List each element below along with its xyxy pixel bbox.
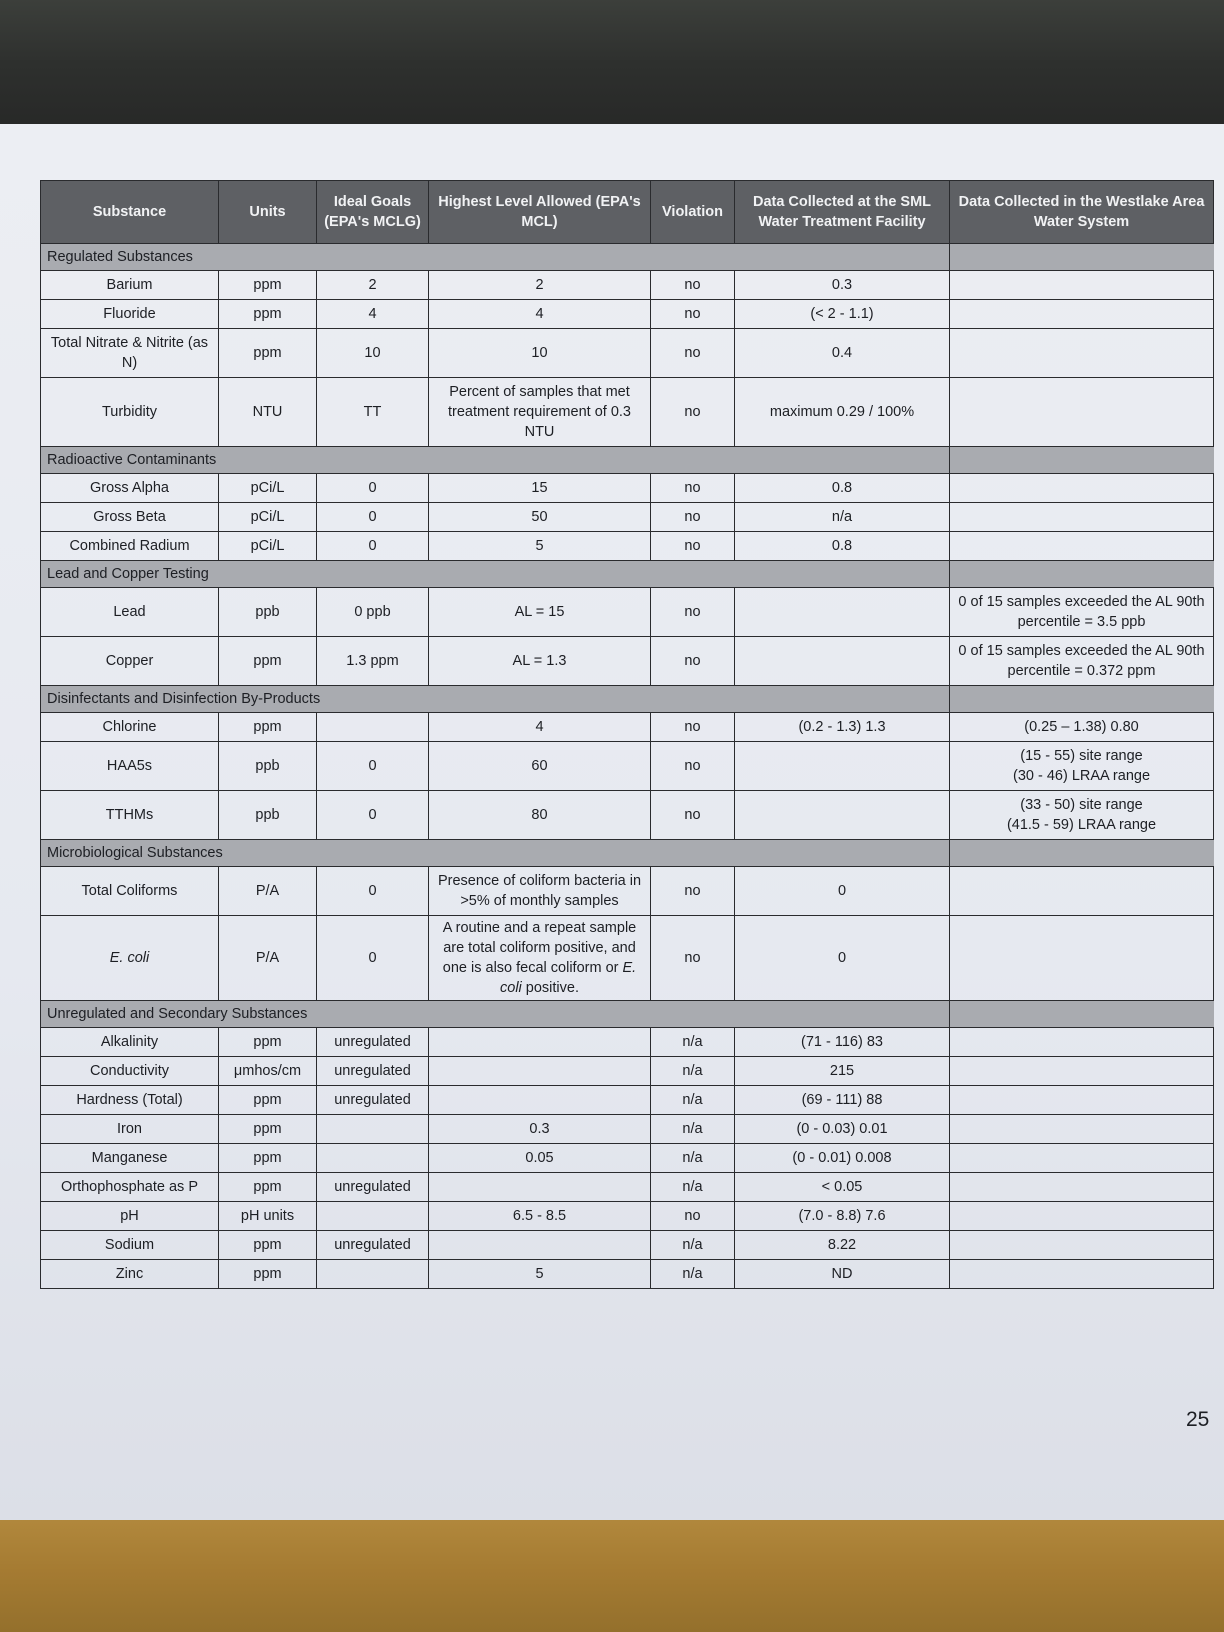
units-cell: pCi/L bbox=[219, 474, 317, 503]
goal-cell: unregulated bbox=[317, 1173, 429, 1202]
sml-cell bbox=[735, 637, 950, 686]
units-cell: ppb bbox=[219, 742, 317, 791]
westlake-cell bbox=[950, 916, 1214, 1001]
sml-cell: (0 - 0.01) 0.008 bbox=[735, 1144, 950, 1173]
westlake-cell bbox=[950, 271, 1214, 300]
violation-cell: no bbox=[651, 378, 735, 447]
table-row bbox=[41, 329, 1214, 378]
westlake-cell bbox=[950, 1202, 1214, 1231]
units-cell: P/A bbox=[219, 867, 317, 916]
highest-cell: 0.3 bbox=[429, 1115, 651, 1144]
substance-italic: E. coli bbox=[109, 950, 150, 966]
table-row bbox=[41, 1173, 1214, 1202]
background-table-surface bbox=[0, 1510, 1224, 1632]
goal-cell: unregulated bbox=[317, 1057, 429, 1086]
section-row bbox=[41, 840, 1214, 867]
goal-cell: 10 bbox=[317, 329, 429, 378]
substance-cell: Barium bbox=[41, 271, 219, 300]
westlake-cell bbox=[950, 1057, 1214, 1086]
highest-text-italic: E. coli bbox=[500, 960, 637, 996]
goal-cell: 0 bbox=[317, 474, 429, 503]
violation-cell: no bbox=[651, 532, 735, 561]
substance-cell: Manganese bbox=[41, 1144, 219, 1173]
substance-cell: Lead bbox=[41, 588, 219, 637]
highest-cell: Presence of coliform bacteria in >5% of monthly samples bbox=[429, 867, 651, 916]
table-row bbox=[41, 503, 1214, 532]
units-cell: pH units bbox=[219, 1202, 317, 1231]
table-row bbox=[41, 1028, 1214, 1057]
westlake-cell bbox=[950, 532, 1214, 561]
westlake-cell: 0 of 15 samples exceeded the AL 90th percentile = 0.372 ppm bbox=[950, 637, 1214, 686]
violation-cell: no bbox=[651, 329, 735, 378]
header-units: Units bbox=[219, 181, 317, 244]
table-row bbox=[41, 474, 1214, 503]
westlake-cell bbox=[950, 1144, 1214, 1173]
sml-cell: (0 - 0.03) 0.01 bbox=[735, 1115, 950, 1144]
sml-cell: 0 bbox=[735, 867, 950, 916]
highest-cell: AL = 1.3 bbox=[429, 637, 651, 686]
westlake-line-1: (15 - 55) site range bbox=[1020, 748, 1143, 764]
highest-cell: 10 bbox=[429, 329, 651, 378]
section-title: Microbiological Substances bbox=[41, 840, 950, 867]
units-cell: ppm bbox=[219, 300, 317, 329]
substance-cell: Gross Alpha bbox=[41, 474, 219, 503]
highest-cell: 4 bbox=[429, 713, 651, 742]
table-row bbox=[41, 271, 1214, 300]
header-westlake: Data Collected in the Westlake Area Water System bbox=[950, 181, 1214, 244]
violation-cell: no bbox=[651, 742, 735, 791]
violation-cell: n/a bbox=[651, 1231, 735, 1260]
highest-cell: 6.5 - 8.5 bbox=[429, 1202, 651, 1231]
sml-cell: 215 bbox=[735, 1057, 950, 1086]
westlake-cell bbox=[950, 1115, 1214, 1144]
sml-cell bbox=[735, 742, 950, 791]
sml-cell: 0.8 bbox=[735, 474, 950, 503]
table-row bbox=[41, 742, 1214, 791]
westlake-cell bbox=[950, 329, 1214, 378]
highest-cell: 5 bbox=[429, 532, 651, 561]
sml-cell bbox=[735, 588, 950, 637]
violation-cell: no bbox=[651, 300, 735, 329]
highest-cell: AL = 15 bbox=[429, 588, 651, 637]
table-row bbox=[41, 916, 1214, 1001]
substance-cell: Alkalinity bbox=[41, 1028, 219, 1057]
westlake-cell: 0 of 15 samples exceeded the AL 90th percentile = 3.5 ppb bbox=[950, 588, 1214, 637]
highest-cell bbox=[429, 916, 651, 1001]
westlake-cell bbox=[950, 742, 1214, 791]
goal-cell: unregulated bbox=[317, 1086, 429, 1115]
units-cell: ppm bbox=[219, 713, 317, 742]
westlake-line-1: (33 - 50) site range bbox=[1020, 797, 1143, 813]
units-cell: ppm bbox=[219, 637, 317, 686]
violation-cell: no bbox=[651, 588, 735, 637]
highest-cell: 15 bbox=[429, 474, 651, 503]
section-title: Unregulated and Secondary Substances bbox=[41, 1001, 950, 1028]
substance-cell: HAA5s bbox=[41, 742, 219, 791]
goal-cell: 1.3 ppm bbox=[317, 637, 429, 686]
section-cell bbox=[950, 1001, 1214, 1028]
units-cell: ppm bbox=[219, 1086, 317, 1115]
goal-cell bbox=[317, 1115, 429, 1144]
westlake-cell bbox=[950, 791, 1214, 840]
violation-cell: n/a bbox=[651, 1173, 735, 1202]
goal-cell: 0 bbox=[317, 742, 429, 791]
units-cell: ppm bbox=[219, 329, 317, 378]
units-cell: pCi/L bbox=[219, 503, 317, 532]
westlake-cell bbox=[950, 1260, 1214, 1289]
goal-cell bbox=[317, 713, 429, 742]
section-title: Radioactive Contaminants bbox=[41, 447, 950, 474]
goal-cell: 2 bbox=[317, 271, 429, 300]
table-header-row bbox=[41, 181, 1214, 244]
table-row bbox=[41, 867, 1214, 916]
highest-cell bbox=[429, 1086, 651, 1115]
substance-cell bbox=[41, 916, 219, 1001]
substance-cell: Total Nitrate & Nitrite (as N) bbox=[41, 329, 219, 378]
sml-cell bbox=[735, 791, 950, 840]
sml-cell: ND bbox=[735, 1260, 950, 1289]
substance-cell: Orthophosphate as P bbox=[41, 1173, 219, 1202]
westlake-cell bbox=[950, 378, 1214, 447]
sml-cell: (7.0 - 8.8) 7.6 bbox=[735, 1202, 950, 1231]
sml-cell: (0.2 - 1.3) 1.3 bbox=[735, 713, 950, 742]
table-row bbox=[41, 300, 1214, 329]
goal-cell bbox=[317, 1202, 429, 1231]
units-cell: NTU bbox=[219, 378, 317, 447]
highest-cell: 4 bbox=[429, 300, 651, 329]
section-row bbox=[41, 686, 1214, 713]
highest-cell: Percent of samples that met treatment requirement of 0.3 NTU bbox=[429, 378, 651, 447]
westlake-line-2: (30 - 46) LRAA range bbox=[1012, 768, 1151, 784]
units-cell: ppm bbox=[219, 1231, 317, 1260]
substance-cell: Zinc bbox=[41, 1260, 219, 1289]
westlake-cell bbox=[950, 1231, 1214, 1260]
water-quality-table bbox=[40, 180, 1214, 1289]
header-sml: Data Collected at the SML Water Treatment Facility bbox=[735, 181, 950, 244]
westlake-cell bbox=[950, 1173, 1214, 1202]
sml-cell: 0.4 bbox=[735, 329, 950, 378]
table-row bbox=[41, 1231, 1214, 1260]
substance-cell: Total Coliforms bbox=[41, 867, 219, 916]
westlake-cell bbox=[950, 503, 1214, 532]
westlake-cell bbox=[950, 1028, 1214, 1057]
section-row bbox=[41, 1001, 1214, 1028]
highest-text-1: A routine and a repeat sample are total coliform positive, and one is also fecal coliform or bbox=[442, 920, 637, 976]
sml-cell: (< 2 - 1.1) bbox=[735, 300, 950, 329]
highest-cell: 0.05 bbox=[429, 1144, 651, 1173]
page-number: 25 bbox=[1186, 1408, 1210, 1431]
highest-cell: 80 bbox=[429, 791, 651, 840]
violation-cell: n/a bbox=[651, 1086, 735, 1115]
section-title: Regulated Substances bbox=[41, 244, 950, 271]
highest-cell: 50 bbox=[429, 503, 651, 532]
section-cell bbox=[950, 447, 1214, 474]
goal-cell bbox=[317, 1144, 429, 1173]
sml-cell: (69 - 111) 88 bbox=[735, 1086, 950, 1115]
table-row bbox=[41, 1086, 1214, 1115]
substance-cell: Sodium bbox=[41, 1231, 219, 1260]
violation-cell: n/a bbox=[651, 1028, 735, 1057]
table-row bbox=[41, 588, 1214, 637]
units-cell: ppm bbox=[219, 1173, 317, 1202]
table-row bbox=[41, 791, 1214, 840]
westlake-line-2: (41.5 - 59) LRAA range bbox=[1006, 817, 1157, 833]
units-cell: P/A bbox=[219, 916, 317, 1001]
westlake-cell bbox=[950, 1086, 1214, 1115]
violation-cell: no bbox=[651, 271, 735, 300]
westlake-cell: (0.25 – 1.38) 0.80 bbox=[950, 713, 1214, 742]
substance-cell: Iron bbox=[41, 1115, 219, 1144]
header-highest: Highest Level Allowed (EPA's MCL) bbox=[429, 181, 651, 244]
substance-cell: TTHMs bbox=[41, 791, 219, 840]
substance-cell: Hardness (Total) bbox=[41, 1086, 219, 1115]
goal-cell: 0 bbox=[317, 503, 429, 532]
violation-cell: n/a bbox=[651, 1057, 735, 1086]
substance-cell: Copper bbox=[41, 637, 219, 686]
goal-cell: 0 bbox=[317, 532, 429, 561]
table-row bbox=[41, 1115, 1214, 1144]
substance-cell: Combined Radium bbox=[41, 532, 219, 561]
violation-cell: no bbox=[651, 474, 735, 503]
goal-cell: 0 bbox=[317, 791, 429, 840]
section-cell bbox=[950, 840, 1214, 867]
sml-cell: n/a bbox=[735, 503, 950, 532]
violation-cell: no bbox=[651, 713, 735, 742]
highest-cell bbox=[429, 1173, 651, 1202]
section-row bbox=[41, 561, 1214, 588]
units-cell: ppm bbox=[219, 1115, 317, 1144]
sml-cell: (71 - 116) 83 bbox=[735, 1028, 950, 1057]
highest-cell: 5 bbox=[429, 1260, 651, 1289]
table-row bbox=[41, 1144, 1214, 1173]
violation-cell: no bbox=[651, 637, 735, 686]
goal-cell: 0 bbox=[317, 916, 429, 1001]
highest-cell bbox=[429, 1231, 651, 1260]
violation-cell: n/a bbox=[651, 1144, 735, 1173]
substance-cell: pH bbox=[41, 1202, 219, 1231]
units-cell: ppm bbox=[219, 271, 317, 300]
highest-cell: 2 bbox=[429, 271, 651, 300]
violation-cell: no bbox=[651, 503, 735, 532]
goal-cell: unregulated bbox=[317, 1028, 429, 1057]
table-row bbox=[41, 1202, 1214, 1231]
section-cell bbox=[950, 686, 1214, 713]
goal-cell bbox=[317, 1260, 429, 1289]
table-row bbox=[41, 378, 1214, 447]
section-cell bbox=[950, 561, 1214, 588]
goal-cell: 4 bbox=[317, 300, 429, 329]
westlake-cell bbox=[950, 474, 1214, 503]
violation-cell: no bbox=[651, 867, 735, 916]
sml-cell: < 0.05 bbox=[735, 1173, 950, 1202]
section-cell bbox=[950, 244, 1214, 271]
units-cell: ppm bbox=[219, 1144, 317, 1173]
table-row bbox=[41, 713, 1214, 742]
violation-cell: n/a bbox=[651, 1260, 735, 1289]
sml-cell: 0 bbox=[735, 916, 950, 1001]
goal-cell: unregulated bbox=[317, 1231, 429, 1260]
goal-cell: TT bbox=[317, 378, 429, 447]
units-cell: ppm bbox=[219, 1028, 317, 1057]
violation-cell: no bbox=[651, 791, 735, 840]
westlake-cell bbox=[950, 300, 1214, 329]
substance-cell: Fluoride bbox=[41, 300, 219, 329]
highest-cell bbox=[429, 1028, 651, 1057]
section-row bbox=[41, 447, 1214, 474]
violation-cell: no bbox=[651, 916, 735, 1001]
section-title: Disinfectants and Disinfection By-Products bbox=[41, 686, 950, 713]
section-row bbox=[41, 244, 1214, 271]
sml-cell: 8.22 bbox=[735, 1231, 950, 1260]
substance-cell: Gross Beta bbox=[41, 503, 219, 532]
table-row bbox=[41, 1260, 1214, 1289]
section-title: Lead and Copper Testing bbox=[41, 561, 950, 588]
header-goals: Ideal Goals (EPA's MCLG) bbox=[317, 181, 429, 244]
header-substance: Substance bbox=[41, 181, 219, 244]
goal-cell: 0 bbox=[317, 867, 429, 916]
highest-cell: 60 bbox=[429, 742, 651, 791]
units-cell: ppb bbox=[219, 588, 317, 637]
westlake-cell bbox=[950, 867, 1214, 916]
background-top bbox=[0, 0, 1224, 140]
goal-cell: 0 ppb bbox=[317, 588, 429, 637]
units-cell: μmhos/cm bbox=[219, 1057, 317, 1086]
substance-cell: Turbidity bbox=[41, 378, 219, 447]
table-row bbox=[41, 532, 1214, 561]
highest-cell bbox=[429, 1057, 651, 1086]
header-violation: Violation bbox=[651, 181, 735, 244]
sml-cell: 0.3 bbox=[735, 271, 950, 300]
sml-cell: maximum 0.29 / 100% bbox=[735, 378, 950, 447]
sml-cell: 0.8 bbox=[735, 532, 950, 561]
units-cell: ppb bbox=[219, 791, 317, 840]
substance-cell: Conductivity bbox=[41, 1057, 219, 1086]
highest-text-2: positive. bbox=[521, 980, 579, 996]
table-row bbox=[41, 1057, 1214, 1086]
table-row bbox=[41, 637, 1214, 686]
violation-cell: n/a bbox=[651, 1115, 735, 1144]
violation-cell: no bbox=[651, 1202, 735, 1231]
units-cell: pCi/L bbox=[219, 532, 317, 561]
units-cell: ppm bbox=[219, 1260, 317, 1289]
substance-cell: Chlorine bbox=[41, 713, 219, 742]
